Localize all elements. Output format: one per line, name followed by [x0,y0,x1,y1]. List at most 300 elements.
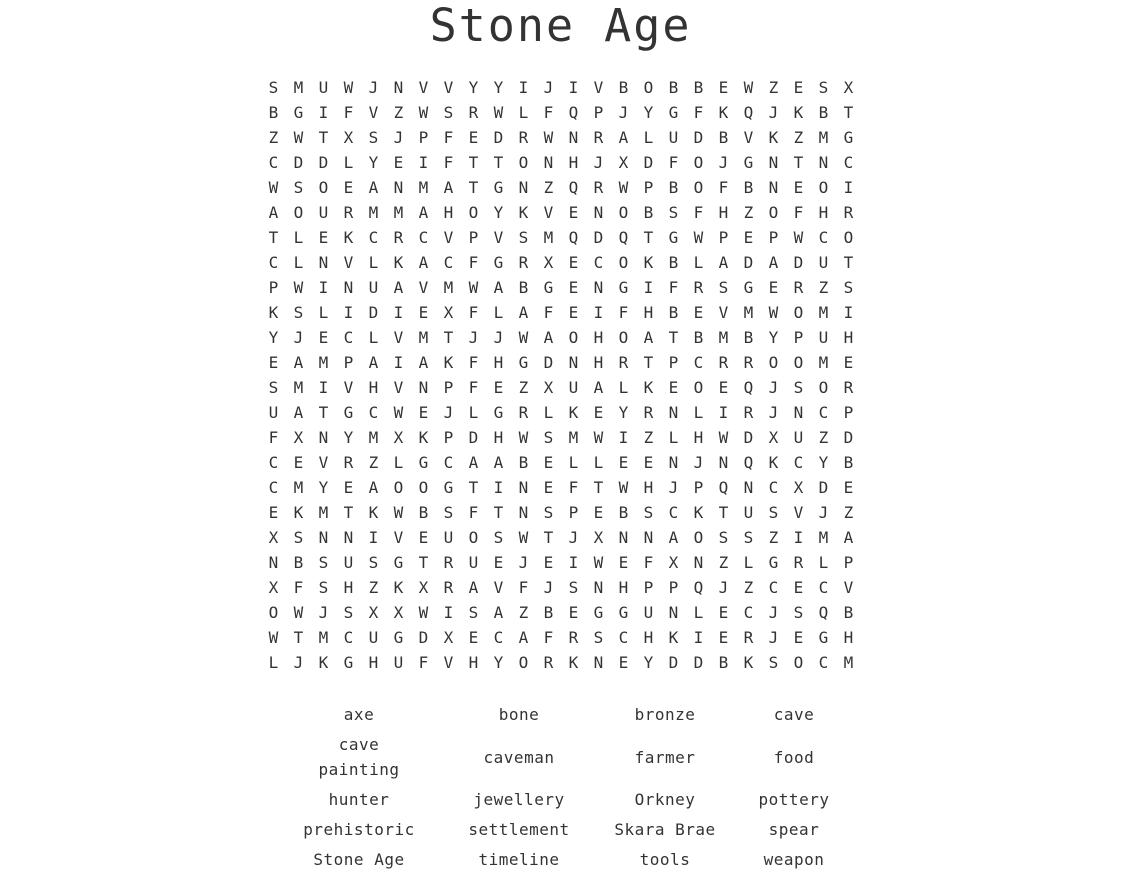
grid-letter: P [768,228,779,247]
grid-letter: E [643,453,654,472]
grid-letter: T [718,503,729,522]
grid-letter: H [593,353,604,372]
grid-letter: B [418,503,429,522]
grid-letter: M [393,203,404,222]
grid-letter: N [693,553,704,572]
grid-letter: U [818,328,829,347]
grid-letter: A [293,353,304,372]
grid-letter: O [693,153,704,172]
grid-letter: B [518,453,529,472]
grid-letter: C [793,453,804,472]
grid-letter: E [268,353,279,372]
grid-letter: O [693,528,704,547]
grid-letter: V [393,328,404,347]
grid-letter: T [643,353,654,372]
grid-letter: M [368,203,379,222]
word-list-item: axe [343,705,375,724]
grid-letter: F [418,653,429,672]
grid-letter: I [418,153,429,172]
grid-letter: M [718,328,729,347]
grid-letter: R [443,553,454,572]
grid-letter: X [293,428,304,447]
grid-letter: T [543,528,554,547]
grid-letter: D [693,128,704,147]
grid-letter: E [618,553,629,572]
grid-letter: C [493,628,504,647]
grid-letter: B [693,328,704,347]
grid-letter: J [693,453,704,472]
grid-letter: D [543,353,554,372]
grid-letter: O [843,228,854,247]
grid-letter: I [318,378,329,397]
grid-letter: Z [818,278,829,297]
grid-letter: F [543,303,554,322]
grid-letter: R [343,453,354,472]
grid-letter: O [643,78,654,97]
grid-letter: A [593,378,604,397]
grid-letter: F [693,103,704,122]
grid-letter: G [418,453,429,472]
grid-letter: F [543,628,554,647]
grid-letter: O [793,653,804,672]
grid-letter: K [343,228,354,247]
grid-letter: D [593,228,604,247]
grid-letter: Y [493,78,504,97]
grid-letter: S [443,503,454,522]
grid-letter: G [818,628,829,647]
grid-letter: H [843,328,854,347]
grid-letter: A [493,453,504,472]
grid-letter: H [443,203,454,222]
grid-letter: M [543,228,554,247]
grid-letter: E [568,603,579,622]
grid-letter: Q [743,453,754,472]
grid-letter: D [693,653,704,672]
grid-letter: R [593,128,604,147]
grid-letter: G [393,628,404,647]
grid-letter: U [268,403,279,422]
grid-letter: C [443,453,454,472]
grid-letter: P [843,403,854,422]
grid-letter: D [743,253,754,272]
grid-letter: G [343,403,354,422]
grid-letter: M [418,178,429,197]
grid-letter: O [818,378,829,397]
grid-letter: W [793,228,804,247]
grid-letter: K [793,103,804,122]
grid-letter: M [318,503,329,522]
grid-letter: Q [743,103,754,122]
grid-letter: F [693,203,704,222]
grid-letter: K [368,503,379,522]
grid-letter: V [593,78,604,97]
grid-letter: J [768,378,779,397]
grid-letter: G [743,153,754,172]
grid-letter: H [493,353,504,372]
grid-letter: J [468,328,479,347]
grid-letter: W [768,303,779,322]
grid-letter: K [393,578,404,597]
grid-letter: N [318,528,329,547]
grid-letter: L [743,553,754,572]
grid-letter: A [418,203,429,222]
grid-letter: P [718,228,729,247]
grid-letter: F [518,578,529,597]
grid-letter: W [493,103,504,122]
grid-letter: R [468,103,479,122]
grid-letter: Z [768,78,779,97]
grid-letter: Q [618,228,629,247]
grid-letter: S [293,303,304,322]
grid-letter: C [668,503,679,522]
grid-letter: U [793,428,804,447]
grid-letter: S [493,528,504,547]
grid-letter: F [443,128,454,147]
grid-letter: P [443,428,454,447]
grid-letter: W [268,628,279,647]
grid-letter: F [468,353,479,372]
grid-letter: L [693,403,704,422]
word-list-item: cave painting [318,735,400,779]
grid-letter: N [393,178,404,197]
grid-letter: E [493,553,504,572]
grid-letter: O [568,328,579,347]
grid-letter: K [643,253,654,272]
grid-letter: H [593,328,604,347]
grid-letter: T [443,328,454,347]
grid-letter: C [768,478,779,497]
grid-letter: S [443,103,454,122]
grid-letter: T [468,153,479,172]
grid-letter: T [268,228,279,247]
grid-letter: J [293,328,304,347]
grid-letter: W [693,228,704,247]
grid-letter: K [718,103,729,122]
grid-letter: W [518,428,529,447]
grid-letter: W [418,103,429,122]
grid-letter: Y [268,328,279,347]
grid-letter: W [418,603,429,622]
grid-letter: V [318,453,329,472]
grid-letter: M [443,278,454,297]
grid-letter: K [418,428,429,447]
grid-letter: S [318,578,329,597]
grid-letter: G [768,553,779,572]
grid-letter: J [768,103,779,122]
word-list-item: settlement [468,820,570,839]
grid-letter: N [618,528,629,547]
grid-letter: Y [368,153,379,172]
grid-letter: W [268,178,279,197]
grid-letter: P [593,103,604,122]
grid-letter: H [643,628,654,647]
grid-letter: Y [318,478,329,497]
grid-letter: C [818,403,829,422]
grid-letter: O [768,203,779,222]
grid-letter: F [468,503,479,522]
grid-letter: E [543,553,554,572]
word-list-item: hunter [328,790,390,809]
grid-letter: E [418,303,429,322]
grid-letter: P [668,578,679,597]
grid-letter: E [568,303,579,322]
grid-letter: Q [568,228,579,247]
grid-letter: W [618,478,629,497]
grid-letter: K [318,653,329,672]
grid-letter: D [793,253,804,272]
grid-letter: T [318,128,329,147]
grid-letter: U [368,278,379,297]
grid-letter: R [743,403,754,422]
grid-letter: R [793,553,804,572]
grid-letter: A [268,203,279,222]
grid-letter: T [843,103,854,122]
grid-letter: W [743,78,754,97]
grid-letter: M [368,428,379,447]
word-list-item: jewellery [473,790,565,809]
grid-letter: V [443,228,454,247]
grid-letter: Q [818,603,829,622]
grid-letter: O [518,153,529,172]
grid-letter: B [718,128,729,147]
grid-letter: T [643,228,654,247]
grid-letter: U [393,653,404,672]
grid-letter: T [668,328,679,347]
grid-letter: N [768,153,779,172]
grid-letter: B [818,103,829,122]
grid-letter: B [643,203,654,222]
grid-letter: X [418,578,429,597]
grid-letter: S [343,603,354,622]
grid-letter: I [318,103,329,122]
grid-letter: B [743,178,754,197]
grid-letter: T [293,628,304,647]
grid-letter: G [668,103,679,122]
grid-letter: N [518,178,529,197]
grid-letter: A [293,403,304,422]
word-list-item: weapon [763,850,825,869]
grid-letter: Z [543,178,554,197]
grid-letter: G [493,403,504,422]
grid-letter: X [443,303,454,322]
grid-letter: N [743,478,754,497]
grid-letter: J [668,478,679,497]
grid-letter: C [343,628,354,647]
grid-letter: Z [843,503,854,522]
grid-letter: U [468,553,479,572]
grid-letter: E [393,153,404,172]
grid-letter: P [418,128,429,147]
grid-letter: F [343,103,354,122]
grid-letter: G [443,478,454,497]
grid-letter: V [743,128,754,147]
grid-letter: U [643,603,654,622]
word-list-item: Skara Brae [614,820,716,839]
grid-letter: N [318,253,329,272]
grid-letter: B [618,503,629,522]
grid-letter: X [618,153,629,172]
word-list-item: farmer [634,748,696,767]
grid-letter: H [643,478,654,497]
grid-letter: M [568,428,579,447]
grid-letter: O [693,378,704,397]
grid-letter: F [668,153,679,172]
word-list-item: spear [768,820,820,839]
grid-letter: J [718,578,729,597]
grid-letter: I [643,278,654,297]
grid-letter: E [593,503,604,522]
grid-letter: B [518,278,529,297]
grid-letter: V [793,503,804,522]
grid-letter: V [418,78,429,97]
grid-letter: J [293,653,304,672]
grid-letter: W [543,128,554,147]
grid-letter: B [618,78,629,97]
grid-letter: N [593,578,604,597]
grid-letter: A [418,253,429,272]
grid-letter: L [368,253,379,272]
grid-letter: Q [568,103,579,122]
grid-letter: S [843,278,854,297]
grid-letter: S [268,78,279,97]
grid-letter: Y [468,78,479,97]
grid-letter: N [668,453,679,472]
grid-letter: E [693,303,704,322]
grid-letter: Z [743,578,754,597]
grid-letter: R [518,128,529,147]
grid-letter: M [743,303,754,322]
grid-letter: M [818,353,829,372]
grid-letter: E [268,503,279,522]
grid-letter: R [618,353,629,372]
grid-letter: Q [743,378,754,397]
grid-letter: M [318,353,329,372]
word-list-item: tools [639,850,691,869]
grid-letter: X [393,428,404,447]
grid-letter: D [668,653,679,672]
grid-letter: X [368,603,379,622]
grid-letter: S [318,553,329,572]
grid-letter: E [418,403,429,422]
grid-letter: I [493,478,504,497]
grid-letter: G [668,228,679,247]
grid-letter: C [618,628,629,647]
grid-letter: M [293,478,304,497]
grid-letter: M [293,378,304,397]
grid-letter: I [843,178,854,197]
grid-letter: M [818,528,829,547]
grid-letter: N [793,403,804,422]
grid-letter: S [718,278,729,297]
grid-letter: R [393,228,404,247]
grid-letter: N [543,153,554,172]
grid-letter: I [718,403,729,422]
grid-letter: N [518,478,529,497]
grid-letter: K [518,203,529,222]
grid-letter: N [818,153,829,172]
grid-letter: V [493,228,504,247]
grid-letter: W [518,528,529,547]
grid-letter: R [643,403,654,422]
grid-letter: S [818,78,829,97]
grid-letter: E [793,578,804,597]
word-list-item: caveman [483,748,555,767]
grid-letter: A [618,128,629,147]
grid-letter: B [668,303,679,322]
grid-letter: O [518,653,529,672]
grid-letter: C [268,153,279,172]
grid-letter: R [843,378,854,397]
grid-letter: B [718,653,729,672]
grid-letter: J [493,328,504,347]
grid-letter: L [668,428,679,447]
grid-letter: S [468,603,479,622]
grid-letter: G [493,178,504,197]
grid-letter: I [693,628,704,647]
grid-letter: C [593,253,604,272]
grid-letter: O [818,178,829,197]
grid-letter: Y [493,653,504,672]
grid-letter: O [618,328,629,347]
word-list-item: bone [498,705,540,724]
grid-letter: B [668,253,679,272]
grid-letter: E [843,353,854,372]
word-list-item: bronze [634,705,696,724]
grid-letter: E [568,253,579,272]
grid-letter: W [293,603,304,622]
word-list-item: cave [773,705,815,724]
grid-letter: D [743,428,754,447]
grid-letter: I [843,303,854,322]
grid-letter: H [843,628,854,647]
word-list-item: prehistoric [303,820,415,839]
grid-letter: S [268,378,279,397]
grid-letter: H [618,578,629,597]
grid-letter: K [393,253,404,272]
grid-letter: Z [518,378,529,397]
grid-letter: Y [643,103,654,122]
grid-letter: E [318,328,329,347]
grid-letter: V [393,528,404,547]
grid-letter: C [268,478,279,497]
grid-letter: K [768,128,779,147]
grid-letter: N [343,278,354,297]
grid-letter: E [593,403,604,422]
grid-letter: S [643,503,654,522]
grid-letter: G [593,603,604,622]
grid-letter: W [593,553,604,572]
grid-letter: M [418,328,429,347]
grid-letter: O [393,478,404,497]
grid-letter: E [468,128,479,147]
grid-letter: P [443,378,454,397]
grid-letter: L [368,328,379,347]
grid-letter: T [843,253,854,272]
grid-letter: F [293,578,304,597]
grid-letter: A [668,528,679,547]
word-list-item: timeline [478,850,560,869]
grid-letter: E [293,453,304,472]
grid-letter: A [518,628,529,647]
grid-letter: X [268,578,279,597]
grid-letter: T [493,503,504,522]
grid-letter: V [843,578,854,597]
grid-letter: L [293,253,304,272]
grid-letter: X [268,528,279,547]
grid-letter: B [668,78,679,97]
grid-letter: B [668,178,679,197]
grid-letter: C [268,253,279,272]
